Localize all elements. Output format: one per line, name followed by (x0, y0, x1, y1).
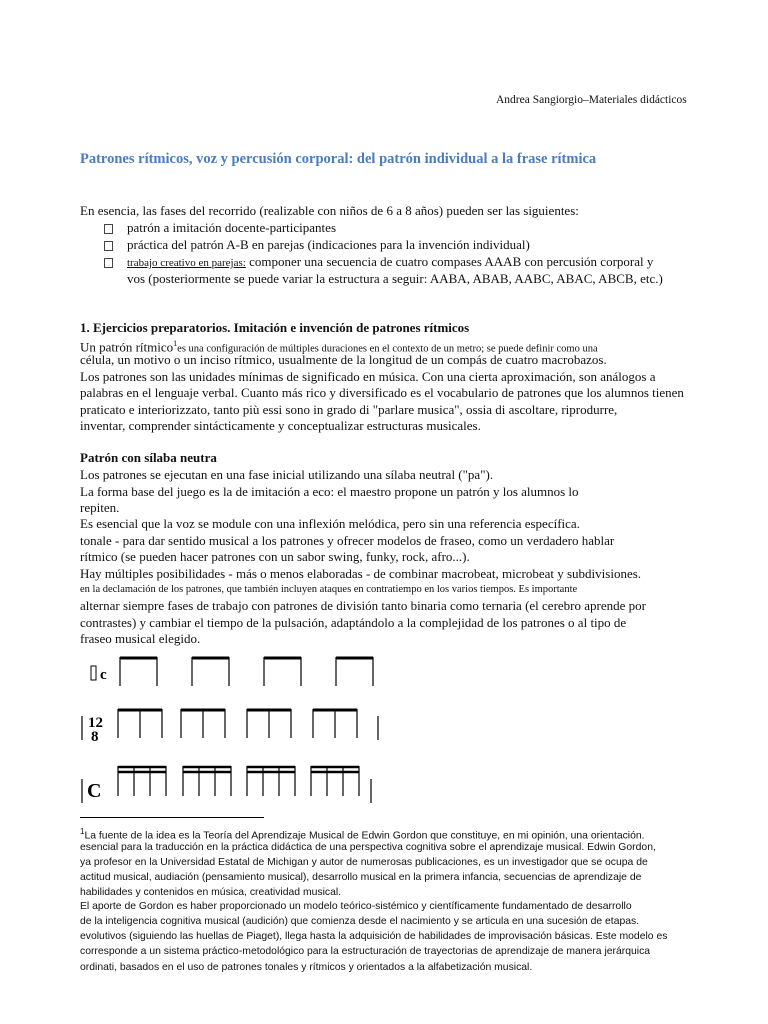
section2-line6: rítmico (se pueden hacer patrones con un sabor swing, funky, rock, afro...). (80, 549, 470, 564)
section1-line1b: es una configuración de múltiples duraciones en el contexto de un metro; se puede definir como una (177, 343, 598, 355)
footnote-line1-text: La fuente de la idea es la Teoría del Aprendizaje Musical de Edwin Gordon que constituye, en mi opinión, una orientación. (84, 830, 645, 842)
staff2-time-bottom: 8 (91, 729, 99, 745)
section1-line5: praticato e interiorizzato, tanto più essi sono in grado di "parlare musica", ossia di ascoltare, riprodurre, (80, 402, 618, 417)
footnote-line4: actitud musical, audiación (pensamiento musical), desarrollo musical en la primera infancia, secuencias de aprendizaje de (80, 872, 642, 883)
section2-line9: alternar siempre fases de trabajo con patrones de división tanto binaria como ternaria (el cerebro aprende por (80, 598, 646, 613)
footnote-number: 1 (80, 827, 85, 836)
list-item-3-rest: componer una secuencia de cuatro compases AAAB con percusión corporal y (245, 254, 654, 269)
footnote-line3: ya profesor en la Universidad Estatal de Michigan y autor de numerosas publicaciones, es un investigador que se ocupa de (80, 857, 648, 868)
footnote-line8: evolutivos (siguiendo las huellas de Piaget), llega hasta la adquisición de habilidades de improvisación básicas. Este modelo es (80, 931, 668, 942)
section1-line4: palabras en el lenguaje verbal. Cuanto más rico y diversificado es el vocabulario de patrones que los alumnos tienen (80, 385, 684, 400)
footnote-ref: 1 (173, 339, 178, 348)
footnote-line9: corresponde a un sistema práctico-metodológico para la estructuración de trayectorias de aprendizaje de manera jerárquica (80, 946, 651, 957)
staff3-time-sign: C (87, 780, 102, 802)
section1-line3: Los patrones son las unidades mínimas de significado en música. Con una cierta aproximación, son análogos a (80, 369, 656, 384)
section1-heading: 1. Ejercicios preparatorios. Imitación e invención de patrones rítmicos (80, 320, 470, 335)
list-item-3-line2: vos (posteriormente se puede variar la estructura a seguir: AABA, ABAB, AABC, ABAC, ABCB, etc.) (127, 271, 663, 286)
footnote-line2: esencial para la traducción en la práctica didáctica de una perspectiva cognitiva sobre el aprendizaje musical. Edwin Gordon, (80, 842, 656, 853)
section1-line1a: Un patrón rítmico (80, 339, 174, 355)
section2-line4: Es esencial que la voz se module con una inflexión melódica, pero sin una referencia específica. (80, 516, 580, 531)
footnote-line5: habilidades y contenidos en música, creatividad musical. (80, 887, 342, 898)
list-item-2: práctica del patrón A-B en parejas (indicaciones para la invención individual) (127, 237, 530, 252)
section2-line1: Los patrones se ejecutan en una fase inicial utilizando una sílaba neutral ("pa"). (80, 467, 494, 482)
page-header: Andrea Sangiorgio–Materiales didácticos (496, 94, 687, 106)
section2-line7: Hay múltiples posibilidades - más o menos elaboradas - de combinar macrobeat, microbeat y subdivisiones. (80, 566, 642, 581)
section1-line2: célula, un motivo o un inciso rítmico, usualmente de la longitud de un compás de cuatro macrobazos. (80, 352, 607, 367)
document-title: Patrones rítmicos, voz y percusión corporal: del patrón individual a la frase rítmica (80, 151, 597, 167)
staff2-time-top: 12 (88, 715, 103, 731)
section2-heading: Patrón con sílaba neutra (80, 450, 217, 465)
list-item-1: patrón a imitación docente-participantes (127, 220, 336, 235)
footnote-line6: El aporte de Gordon es haber proporcionado un modelo teórico-sistémico y científicamente fundamentado de desarrollo (80, 901, 632, 912)
section2-line10: contrastes) y cambiar el tiempo de la pulsación, adaptándolo a la complejidad de los patrones o al tipo de (80, 615, 627, 630)
list-item-3-underlined: trabajo creativo en parejas: (127, 257, 246, 269)
section2-line11: fraseo musical elegido. (80, 631, 201, 646)
section2-line8: en la declamación de los patrones, que también incluyen ataques en contratiempo en los varios tiempos. Es importante (80, 584, 578, 595)
footnote-line7: de la inteligencia cognitiva musical (audición) que comienza desde el nacimiento y se articula en una sucesión de etapas. (80, 916, 640, 927)
section2-line3: repiten. (80, 500, 120, 515)
notation-staff-1 (91, 657, 373, 686)
intro-text: En esencia, las fases del recorrido (realizable con niños de 6 a 8 años) pueden ser las siguientes: (80, 203, 579, 218)
section1-line6: inventar, comprender sintácticamente y conceptualizar estructuras musicales. (80, 418, 481, 433)
notation-staff-3 (82, 766, 371, 803)
notation-staff-2 (82, 709, 378, 740)
staff1-bracket-icon (91, 666, 96, 680)
footnote-separator (80, 817, 264, 818)
section2-line2: La forma base del juego es la de imitación a eco: el maestro propone un patrón y los alumnos lo (80, 484, 579, 499)
section2-line5: tonale - para dar sentido musical a los patrones y ofrecer modelos de fraseo, como un verdadero hablar (80, 533, 615, 548)
footnote-line10: ordinati, basados en el uso de patrones tonales y rítmicos y orientados a la alfabetización musical. (80, 962, 533, 973)
staff1-time-sign: c (100, 667, 107, 683)
